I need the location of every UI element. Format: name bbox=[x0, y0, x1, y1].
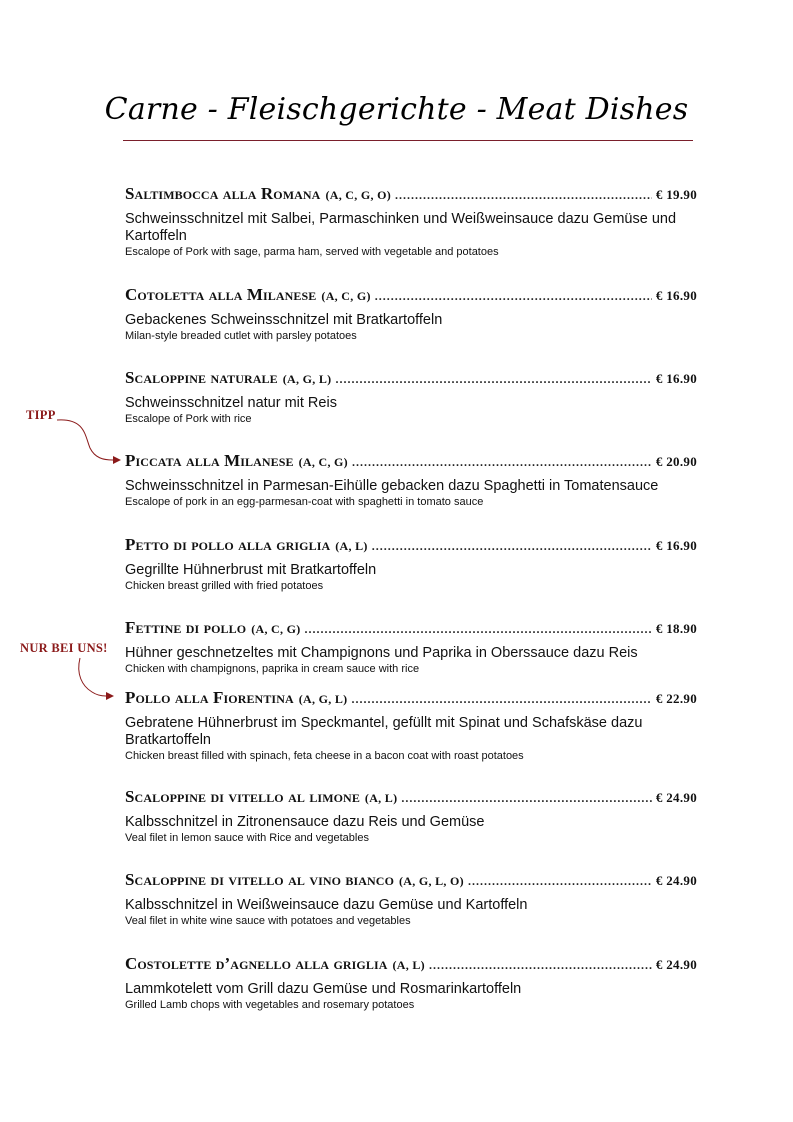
dish-description-de: Gebratene Hühnerbrust im Speckmantel, gefüllt mit Spinat und Schafskäse dazu Bratkartoffeln bbox=[125, 715, 643, 748]
dish-item bbox=[125, 787, 697, 846]
dish-header bbox=[125, 870, 697, 890]
dish-allergens: (A, C, G) bbox=[321, 289, 371, 303]
dish-price: € 22.90 bbox=[655, 691, 697, 706]
dish-header bbox=[125, 451, 697, 471]
dot-leader bbox=[468, 874, 652, 889]
dot-leader bbox=[372, 539, 652, 554]
dish-name: Scaloppine di vitello al vino bianco bbox=[125, 870, 395, 889]
dish-allergens: (A, C, G) bbox=[298, 455, 348, 469]
dish-header bbox=[125, 618, 697, 638]
dish-description-de: Hühner geschnetzeltes mit Champignons und Paprika in Oberssauce dazu Reis bbox=[125, 645, 638, 661]
dish-allergens: (A, C, G) bbox=[251, 622, 301, 636]
dish-header bbox=[125, 535, 697, 555]
dot-leader bbox=[429, 958, 652, 973]
nur-bei-uns-note: NUR BEI UNS! bbox=[20, 641, 108, 655]
tipp-note: TIPP bbox=[26, 408, 56, 422]
dish-price: € 19.90 bbox=[655, 187, 697, 202]
dish-description-de: Schweinsschnitzel in Parmesan-Eihülle gebacken dazu Spaghetti in Tomatensauce bbox=[125, 478, 659, 494]
dish-description-en: Chicken with champignons, paprika in cream sauce with rice bbox=[125, 663, 420, 675]
dish-description-en: Grilled Lamb chops with vegetables and rosemary potatoes bbox=[125, 999, 415, 1011]
dish-description-de: Gebackenes Schweinsschnitzel mit Bratkartoffeln bbox=[125, 312, 443, 328]
dish-price: € 20.90 bbox=[655, 454, 697, 469]
dish-price: € 16.90 bbox=[655, 371, 697, 386]
dish-description-en: Veal filet in lemon sauce with Rice and vegetables bbox=[125, 832, 369, 844]
dot-leader bbox=[375, 289, 652, 304]
dot-leader bbox=[352, 455, 652, 470]
dish-item bbox=[125, 618, 697, 677]
dish-item bbox=[125, 184, 697, 260]
dish-description-en: Milan-style breaded cutlet with parsley potatoes bbox=[125, 330, 357, 342]
nur-bei-uns-arrow-icon bbox=[66, 656, 116, 706]
dish-name: Petto di pollo alla griglia bbox=[125, 535, 331, 554]
dish-description-en: Escalope of pork in an egg-parmesan-coat with spaghetti in tomato sauce bbox=[125, 496, 484, 508]
dish-description-de: Kalbsschnitzel in Weißweinsauce dazu Gemüse und Kartoffeln bbox=[125, 897, 528, 913]
dot-leader bbox=[351, 692, 651, 707]
dish-header bbox=[125, 688, 697, 708]
dish-description-de: Gegrillte Hühnerbrust mit Bratkartoffeln bbox=[125, 562, 377, 578]
dish-price: € 24.90 bbox=[655, 873, 697, 888]
dish-allergens: (A, G, L, O) bbox=[399, 874, 464, 888]
dish-description-en: Veal filet in white wine sauce with potatoes and vegetables bbox=[125, 915, 411, 927]
dish-name: Pollo alla Fiorentina bbox=[125, 688, 294, 707]
dish-name: Cotoletta alla Milanese bbox=[125, 285, 317, 304]
dish-item bbox=[125, 285, 697, 344]
dish-item bbox=[125, 688, 697, 764]
dish-header bbox=[125, 184, 697, 204]
dish-name: Costolette d’agnello alla griglia bbox=[125, 954, 388, 973]
dish-description-en: Escalope of Pork with sage, parma ham, served with vegetable and potatoes bbox=[125, 246, 499, 258]
dish-header bbox=[125, 368, 697, 388]
dish-header bbox=[125, 285, 697, 305]
tipp-arrow-icon bbox=[55, 416, 125, 466]
dish-allergens: (A, L) bbox=[392, 958, 425, 972]
dish-item bbox=[125, 870, 697, 929]
dish-price: € 24.90 bbox=[655, 790, 697, 805]
dish-header bbox=[125, 787, 697, 807]
dish-name: Fettine di pollo bbox=[125, 618, 247, 637]
dish-allergens: (A, C, G, O) bbox=[325, 188, 392, 202]
dish-name: Scaloppine naturale bbox=[125, 368, 278, 387]
dish-price: € 16.90 bbox=[655, 538, 697, 553]
dish-description-de: Kalbsschnitzel in Zitronensauce dazu Reis und Gemüse bbox=[125, 814, 485, 830]
dish-price: € 24.90 bbox=[655, 957, 697, 972]
dot-leader bbox=[305, 622, 652, 637]
dish-allergens: (A, L) bbox=[335, 539, 368, 553]
dish-name: Saltimbocca alla Romana bbox=[125, 184, 321, 203]
title-divider bbox=[123, 140, 693, 141]
dish-price: € 18.90 bbox=[655, 621, 697, 636]
dish-description-en: Chicken breast grilled with fried potatoes bbox=[125, 580, 324, 592]
dish-item bbox=[125, 451, 697, 510]
dish-name: Piccata alla Milanese bbox=[125, 451, 294, 470]
dish-item bbox=[125, 368, 697, 427]
page-title: Carne - Fleischgerichte - Meat Dishes bbox=[104, 92, 689, 127]
dish-item bbox=[125, 954, 697, 1013]
dot-leader bbox=[401, 791, 652, 806]
dish-description-de: Lammkotelett vom Grill dazu Gemüse und Rosmarinkartoffeln bbox=[125, 981, 522, 997]
dot-leader bbox=[335, 372, 651, 387]
dish-header bbox=[125, 954, 697, 974]
dish-allergens: (A, L) bbox=[364, 791, 398, 805]
dish-allergens: (A, G, L) bbox=[282, 372, 332, 386]
dish-item bbox=[125, 535, 697, 594]
dot-leader bbox=[395, 188, 652, 203]
dish-description-de: Schweinsschnitzel natur mit Reis bbox=[125, 395, 337, 411]
dish-name: Scaloppine di vitello al limone bbox=[125, 787, 360, 806]
dish-description-en: Chicken breast filled with spinach, feta cheese in a bacon coat with roast potatoes bbox=[125, 750, 524, 762]
dish-price: € 16.90 bbox=[655, 288, 697, 303]
dish-description-de: Schweinsschnitzel mit Salbei, Parmaschinken und Weißweinsauce dazu Gemüse und Kartoffeln bbox=[125, 211, 677, 244]
dish-description-en: Escalope of Pork with rice bbox=[125, 413, 252, 425]
dish-allergens: (A, G, L) bbox=[298, 692, 348, 706]
